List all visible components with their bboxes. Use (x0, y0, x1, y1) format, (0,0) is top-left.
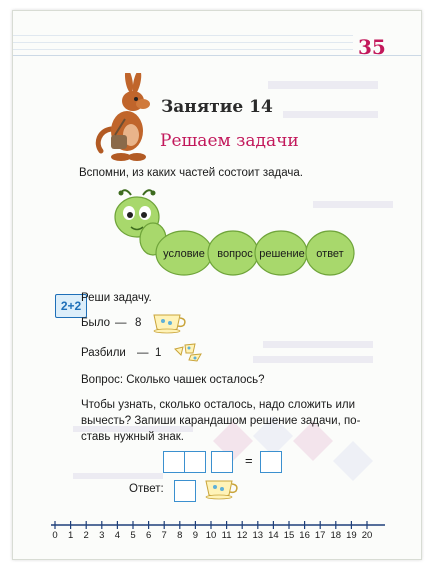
number-line-label: 10 (205, 530, 217, 541)
caterpillar-part-answer: ответ (316, 248, 344, 260)
number-line-label: 0 (52, 530, 58, 541)
page-number: 35 (358, 35, 386, 59)
number-line-label: 19 (346, 530, 357, 541)
ghost-bleed (73, 473, 163, 479)
number-line-label: 14 (268, 530, 279, 541)
number-line-label: 11 (221, 530, 232, 541)
question-text: Вопрос: Сколько чашек осталось? (81, 374, 265, 386)
was-label: Было (81, 317, 111, 329)
cup-icon (151, 312, 191, 334)
number-line-label: 5 (130, 530, 136, 541)
number-line-label: 17 (314, 530, 326, 541)
number-line-label: 2 (83, 530, 89, 541)
number-line-label: 1 (67, 530, 74, 541)
solution-box-1[interactable] (163, 451, 185, 473)
broke-dash: — (137, 347, 149, 359)
number-line-label: 13 (252, 530, 264, 541)
prompt-line-3: ставь нужный знак. (81, 431, 184, 443)
was-dash: — (115, 317, 127, 329)
was-value: 8 (135, 317, 142, 329)
number-line-label: 18 (330, 530, 342, 541)
broke-value: 1 (155, 347, 162, 359)
answer-label: Ответ: (129, 483, 164, 495)
number-line-label: 12 (236, 530, 248, 541)
equals-sign: = (245, 453, 253, 468)
caterpillar-icon (109, 187, 379, 279)
workbook-page (12, 10, 422, 560)
number-line-label: 7 (161, 530, 167, 541)
number-line-label: 4 (114, 530, 121, 541)
solution-result-box[interactable] (260, 451, 282, 473)
broke-label: Разбили (81, 347, 126, 359)
ghost-bleed (283, 111, 378, 118)
solution-box-2[interactable] (211, 451, 233, 473)
number-line (49, 520, 389, 530)
number-line-label: 9 (192, 530, 199, 541)
ghost-bleed (253, 356, 373, 363)
caterpillar-part-solution: решение (259, 248, 305, 260)
answer-box[interactable] (174, 480, 196, 502)
number-line-label: 8 (177, 530, 183, 541)
ghost-bleed (263, 341, 373, 348)
prompt-line-2: вычесть? Запиши карандашом решение задачи, по- (81, 415, 361, 427)
broken-cup-icon (173, 341, 205, 363)
exercise-badge: 2+2 (55, 294, 87, 318)
caterpillar-part-condition: условие (163, 248, 205, 260)
solution-sign-box[interactable] (184, 451, 206, 473)
caterpillar-part-question: вопрос (217, 248, 253, 260)
kangaroo-icon (91, 73, 161, 163)
lesson-subtitle: Решаем задачи (160, 131, 299, 151)
number-line-label: 16 (299, 530, 310, 541)
ghost-bleed (268, 81, 378, 89)
intro-text: Вспомни, из каких частей состоит задача. (79, 167, 303, 179)
number-line-label: 6 (145, 530, 152, 541)
cup-icon (203, 478, 243, 500)
number-line-label: 20 (361, 530, 373, 541)
prompt-line-1: Чтобы узнать, сколько осталось, надо сложить или (81, 399, 355, 411)
number-line-label: 3 (99, 530, 105, 541)
task-instruction: Реши задачу. (81, 292, 152, 304)
lesson-title: Занятие 14 (161, 97, 273, 117)
number-line-label: 15 (283, 530, 295, 541)
